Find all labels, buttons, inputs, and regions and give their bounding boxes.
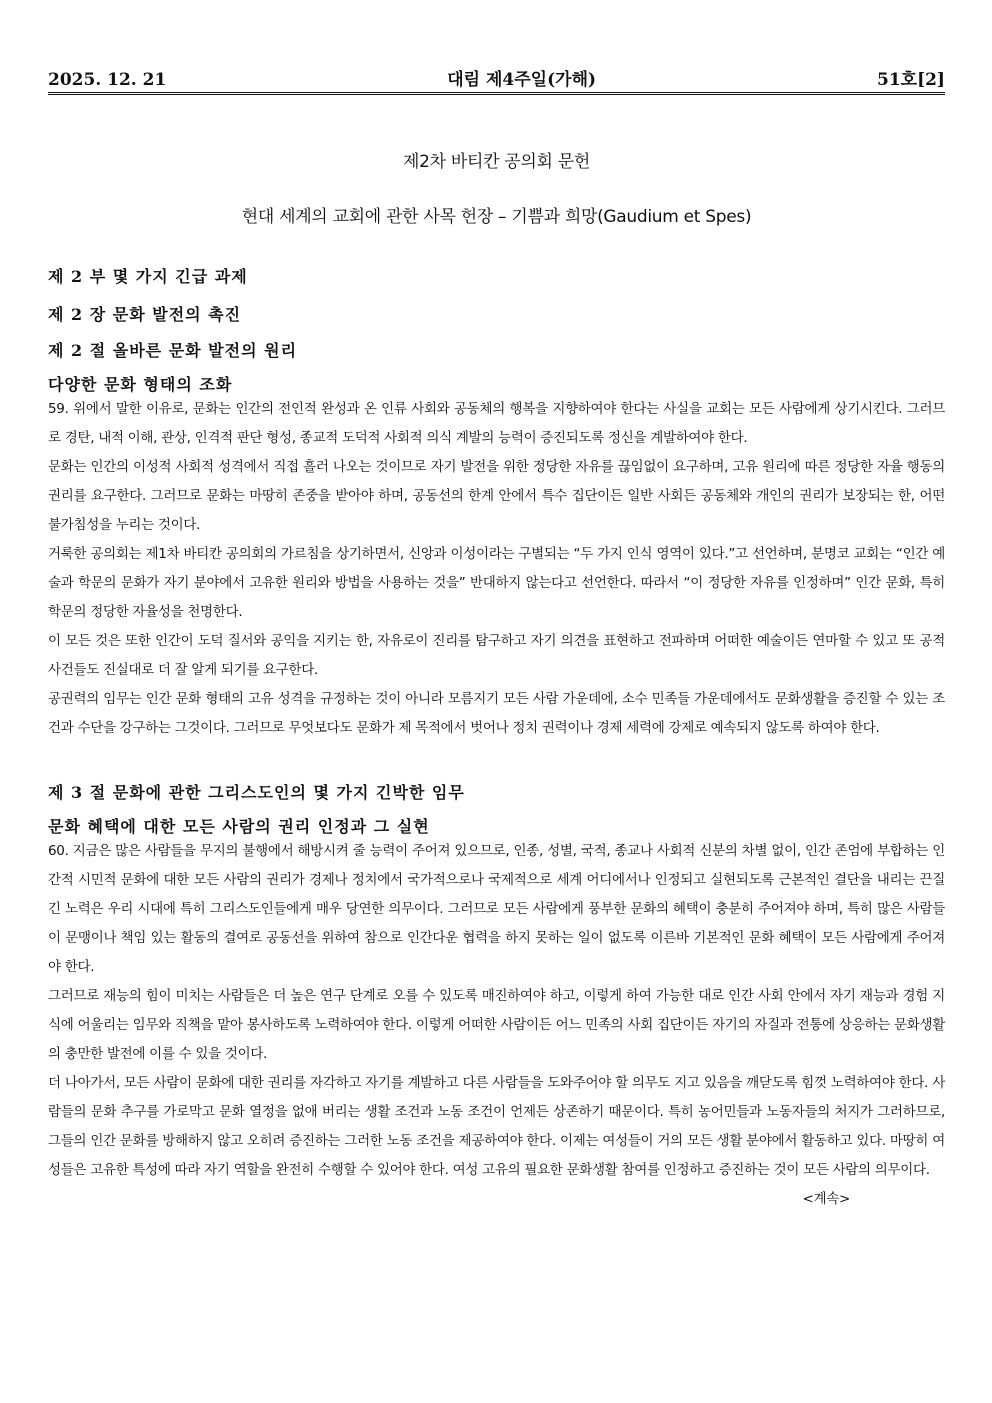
- paragraph-text: 더 나아가서, 모든 사람이 문화에 대한 권리를 자각하고 자기를 계발하고 다른 사람들을 도와주어야 할 의무도 지고 있음을 깨닫도록 힘껏 노력하여야 한다. 사람들의 문화 추구를 가로막고 문화 열정을 없애 버리는 생활 조건과 노동 조건이 언제든 상존하기 때문이다. 특히 농어민들과 노동자들의 처지가 그러하므로, 그들의 인간 문화를 방해하지 않고 오히려 증진하는 그러한 노동 조건을 제공하여야 한다. 이제는 여성들이 거의 모든 생활 분야에서 활동하고 있다. 마땅히 여성들은 고유한 특성에 따라 자기 역할을 완전히 수행할 수 있어야 한다. 여성 고유의 필요한 문화생활 참여를 인정하고 증진하는 것이 모든 사람의 의무이다.: [48, 1075, 945, 1178]
- paragraph: [48, 1069, 945, 1207]
- paragraph: 거룩한 공의회는 제1차 바티칸 공의회의 가르침을 상기하면서, 신앙과 이성이라는 구별되는 “두 가지 인식 영역이 있다.”고 선언하며, 분명코 교회는 “인간 예술과 학문의 문화가 자기 분야에서 고유한 원리와 방법을 사용하는 것을” 반대하지 않는다고 선언한다. 따라서 “이 정당한 자유를 인정하며” 인간 문화, 특히 학문의 정당한 자율성을 천명한다.: [48, 546, 945, 620]
- section-2-body: [48, 395, 945, 743]
- article-60-heading: 문화 혜택에 대한 모든 사람의 권리 인정과 그 실현: [48, 817, 430, 836]
- part-heading: 제 2 부 몇 가지 긴급 과제: [48, 267, 248, 286]
- paragraph: 공권력의 임무는 인간 문화 형태의 고유 성격을 규정하는 것이 아니라 모름지기 모든 사람 가운데에, 소수 민족들 가운데에서도 문화생활을 증진할 수 있는 조건과 수단을 강구하는 그것이다. 그러므로 무엇보다도 문화가 제 목적에서 벗어나 정치 권력이나 경제 세력에 강제로 예속되지 않도록 하여야 한다.: [48, 691, 945, 736]
- page-header: [48, 70, 945, 95]
- document-subtitle: 현대 세계의 교회에 관한 사목 헌장 – 기쁨과 희망(Gaudium et Spes): [241, 207, 752, 227]
- section-3-heading: 제 3 절 문화에 관한 그리스도인의 몇 가지 긴박한 임무: [48, 783, 465, 802]
- paragraph: 60. 지금은 많은 사람들을 무지의 불행에서 해방시켜 줄 능력이 주어져 있으므로, 인종, 성별, 국적, 종교나 사회적 신분의 차별 없이, 인간 존엄에 부합하는 인간적 시민적 문화에 대한 모든 사람의 권리가 경제나 정치에서 국가적으로나 국제적으로 세계 어디에서나 인정되고 실현되도록 근본적인 결단을 내리는 끈질긴 노력은 우리 시대에 특히 그리스도인들에게 매우 당연한 의무이다. 그러므로 모든 사람에게 풍부한 문화의 혜택이 충분히 주어져야 하며, 특히 많은 사람들이 문맹이나 책임 있는 활동의 결여로 공동선을 위하여 참으로 인간다운 협력을 하지 못하는 일이 없도록 이른바 기본적인 문화 혜택이 모든 사람에게 주어져야 한다.: [48, 843, 945, 975]
- paragraph: 그러므로 재능의 힘이 미치는 사람들은 더 높은 연구 단계로 오를 수 있도록 매진하여야 하고, 이렇게 하여 가능한 대로 인간 사회 안에서 자기 재능과 경험 지식에 어울리는 임무와 직책을 맡아 봉사하도록 노력하여야 한다. 이렇게 어떠한 사람이든 어느 민족의 사회 집단이든 자기의 자질과 전통에 상응하는 문화생활의 충만한 발전에 이를 수 있을 것이다.: [48, 988, 945, 1062]
- paragraph: 이 모든 것은 또한 인간이 도덕 질서와 공익을 지키는 한, 자유로이 진리를 탐구하고 자기 의견을 표현하고 전파하며 어떠한 예술이든 연마할 수 있고 또 공적 사건들도 진실대로 더 잘 알게 되기를 요구한다.: [48, 633, 945, 678]
- section-2-heading: 제 2 절 올바른 문화 발전의 원리: [48, 341, 298, 360]
- issue-date: 2025. 12. 21: [48, 70, 167, 90]
- document-title: 제2차 바티칸 공의회 문헌: [402, 152, 591, 172]
- section-3-body: [48, 837, 945, 1207]
- paragraph: 문화는 인간의 이성적 사회적 성격에서 직접 흘러 나오는 것이므로 자기 발전을 위한 정당한 자유를 끊임없이 요구하며, 고유 원리에 따른 정당한 자율 행동의 권리를 요구한다. 그러므로 문화는 마땅히 존중을 받아야 하며, 공동선의 한계 안에서 특수 집단이든 일반 사회든 공동체와 개인의 권리가 보장되는 한, 어떤 불가침성을 누리는 것이다.: [48, 459, 945, 533]
- article-59-heading: 다양한 문화 형태의 조화: [48, 375, 233, 394]
- bulletin-page: [48, 70, 945, 1214]
- issue-number: 51호[2]: [876, 70, 945, 90]
- continued-label: <계속>: [802, 1191, 850, 1207]
- liturgical-occasion: 대림 제4주일(가해): [447, 70, 597, 90]
- paragraph: 59. 위에서 말한 이유로, 문화는 인간의 전인적 완성과 온 인류 사회와 공동체의 행복을 지향하여야 한다는 사실을 교회는 모든 사람에게 상기시킨다. 그러므로 경탄, 내적 이해, 관상, 인격적 판단 형성, 종교적 도덕적 사회적 의식 계발의 능력이 증진되도록 정신을 계발하여야 한다.: [48, 401, 945, 446]
- chapter-heading: 제 2 장 문화 발전의 촉진: [48, 305, 242, 324]
